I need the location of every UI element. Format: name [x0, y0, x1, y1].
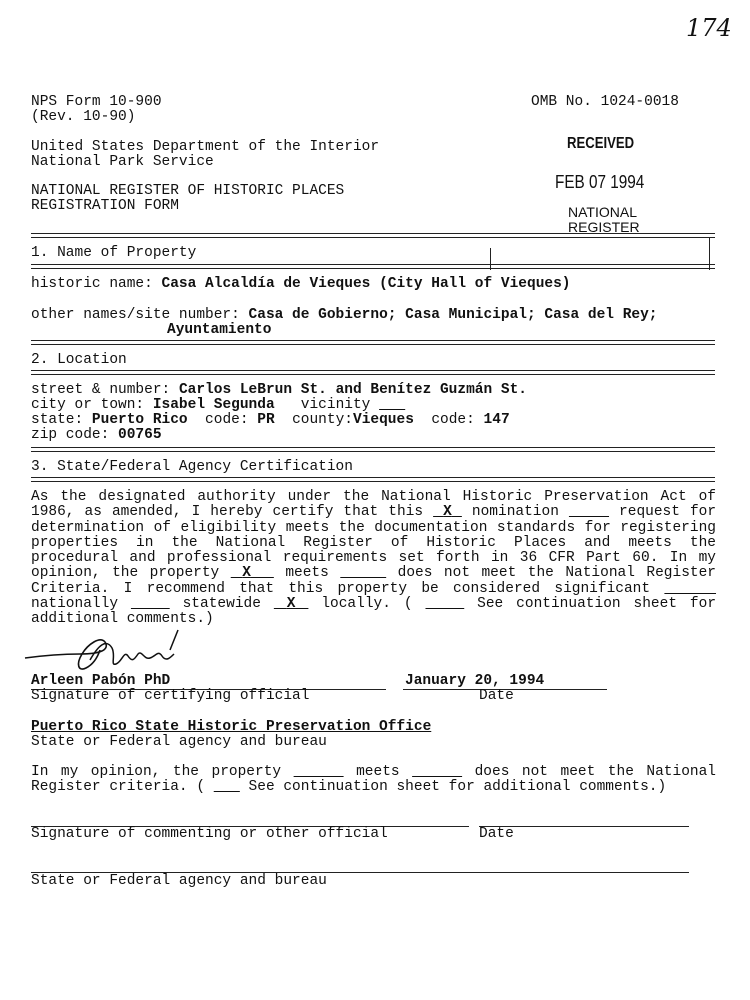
form-revision: (Rev. 10-90): [31, 109, 136, 125]
stamp-register: REGISTER: [568, 219, 640, 235]
comment-text: See continuation sheet for additional comments.): [248, 779, 667, 796]
cert-text: statewide: [182, 596, 261, 613]
handwritten-signature: [20, 620, 190, 680]
meets-checkmark: [231, 565, 274, 581]
date-label: Date: [479, 688, 514, 704]
cert-text: meets: [285, 565, 329, 582]
form-number: NPS Form 10-900: [31, 94, 162, 110]
section-divider: [31, 477, 715, 482]
comment-text: meets: [356, 764, 400, 780]
zip-label: zip code:: [31, 427, 110, 443]
service-name: National Park Service: [31, 154, 214, 170]
historic-name-label: historic name:: [31, 276, 153, 292]
state-code-value: PR: [257, 412, 275, 428]
nomination-mark: X: [443, 504, 452, 521]
comment-text: In my opinion, the property: [31, 764, 282, 780]
comment-paragraph: [31, 765, 716, 796]
state-code-label: code:: [205, 412, 249, 428]
cert-text: does not meet the National Register Criteria. I recommend that this property be considered significant: [31, 565, 717, 597]
certification-paragraph: [31, 490, 716, 628]
street-row: [31, 383, 527, 398]
zip-row: [31, 428, 162, 443]
state-row: [31, 413, 510, 428]
vicinity-label: vicinity: [300, 397, 371, 413]
locally-checkmark: [274, 596, 309, 612]
city-value: Isabel Segunda: [152, 397, 275, 413]
form-title: REGISTRATION FORM: [31, 198, 179, 214]
section3-heading: 3. State/Federal Agency Certification: [31, 459, 353, 475]
section-divider: [31, 447, 715, 452]
city-label: city or town:: [31, 397, 145, 413]
state-value: Puerto Rico: [91, 412, 188, 428]
agency-name: Puerto Rico State Historic Preservation Office: [31, 719, 432, 735]
stamp-date: FEB 07 1994: [555, 172, 645, 192]
section-divider: [31, 370, 715, 375]
other-names-row: [31, 308, 658, 323]
section-divider: [31, 233, 715, 238]
stamp-received: RECEIVED: [567, 135, 635, 152]
street-value: Carlos LeBrun St. and Benítez Guzmán St.: [178, 382, 527, 398]
section2-heading: 2. Location: [31, 352, 127, 368]
cert-text: nationally: [31, 596, 119, 613]
other-names-label: other names/site number:: [31, 307, 240, 323]
section-divider: [31, 264, 715, 269]
signature-label: Signature of certifying official: [31, 688, 310, 704]
comment-signature-label: Signature of commenting or other official: [31, 826, 388, 842]
comment-date-label: Date: [479, 826, 514, 842]
stamp-national: NATIONAL: [568, 204, 637, 220]
section1-heading: 1. Name of Property: [31, 245, 197, 261]
state-label: state:: [31, 412, 84, 428]
signer-name: Arleen Pabón PhD: [31, 673, 171, 689]
cert-text: See continuation sheet for additional comments.): [31, 596, 717, 628]
cert-text: locally. (: [321, 596, 413, 613]
historic-name-value: Casa Alcaldía de Vieques (City Hall of Vieques): [161, 276, 571, 292]
section-divider: [31, 340, 715, 345]
city-row: [31, 398, 405, 413]
cert-text: request for determination of eligibility meets the documentation standards for registering properties in the National Register of Historic Places and meets the procedural and professional requirements set forth in 36 CFR Part 60. In my opinion, the property: [31, 504, 717, 582]
register-title: NATIONAL REGISTER OF HISTORIC PLACES: [31, 183, 345, 199]
zip-value: 00765: [118, 427, 162, 443]
other-names-value-2: Ayuntamiento: [167, 322, 272, 338]
street-label: street & number:: [31, 382, 171, 398]
county-code-value: 147: [483, 412, 510, 428]
historic-name-row: [31, 277, 571, 292]
meets-mark: X: [242, 565, 251, 582]
cert-text: nomination: [471, 504, 559, 521]
comment-text: does not meet the National Register criteria. (: [31, 764, 716, 796]
cert-text: As the designated authority under the National Historic Preservation Act of 1986, as amended, I hereby certify that this: [31, 489, 716, 521]
other-names-value: Casa de Gobierno; Casa Municipal; Casa del Rey;: [248, 307, 658, 323]
comment-agency-label: State or Federal agency and bureau: [31, 873, 327, 889]
nomination-checkmark: [433, 504, 462, 520]
omb-number: OMB No. 1024-0018: [531, 94, 679, 110]
signature-date: January 20, 1994: [405, 673, 545, 689]
department-name: United States Department of the Interior: [31, 139, 380, 155]
handwritten-page-number: 174: [686, 14, 732, 42]
locally-mark: X: [286, 596, 296, 613]
agency-label: State or Federal agency and bureau: [31, 734, 327, 750]
county-value: Vieques: [353, 412, 414, 428]
county-code-label: code:: [431, 412, 475, 428]
county-label: county:: [292, 412, 353, 428]
